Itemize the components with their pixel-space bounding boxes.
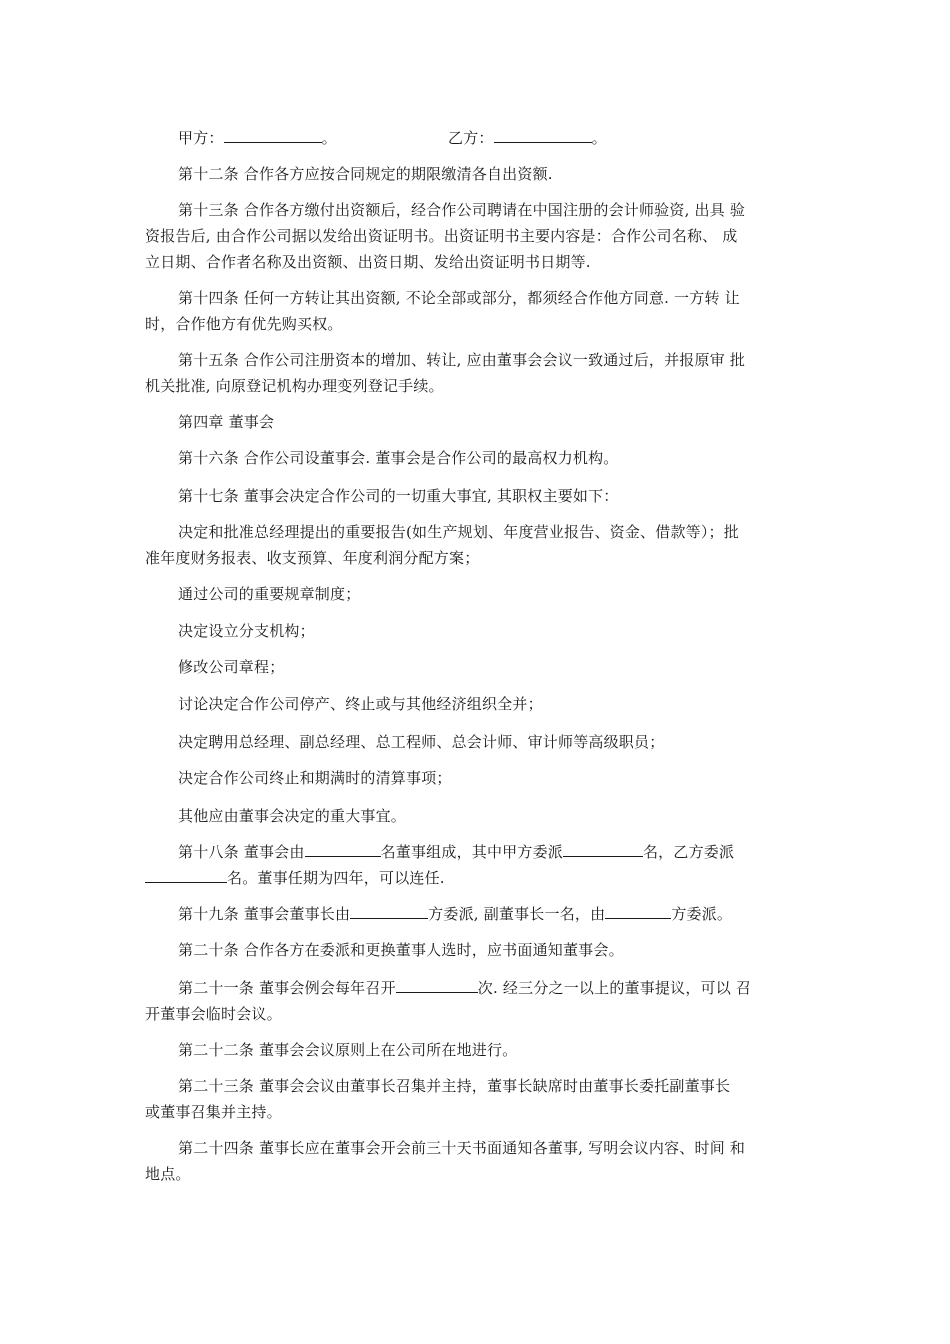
article-21-line-2: 开董事会临时会议。 xyxy=(145,1005,282,1023)
duty-item-1-line-1: 决定和批准总经理提出的重要报告(如生产规划、年度营业报告、资金、借款等）；批 xyxy=(178,523,739,541)
article-24-line-2: 地点。 xyxy=(145,1165,191,1183)
article-15-line-1: 第十五条 合作公司注册资本的增加、转让, 应由董事会会议一致通过后，并报原审 批 xyxy=(178,351,746,369)
article-14-line-2: 时，合作他方有优先购买权。 xyxy=(145,315,343,333)
article-12: 第十二条 合作各方应按合同规定的期限缴清各自出资额. xyxy=(178,165,553,183)
article-18-blank-party-b xyxy=(145,868,227,883)
article-19-blank-chair xyxy=(350,904,428,919)
duty-item-4: 修改公司章程； xyxy=(178,658,285,676)
duty-item-3: 决定设立分支机构； xyxy=(178,622,315,640)
article-21-line-1 xyxy=(178,977,751,999)
article-18-text-a: 第十八条 董事会由 xyxy=(178,843,305,861)
article-22: 第二十二条 董事会会议原则上在公司所在地进行。 xyxy=(178,1041,518,1059)
article-21-text-b: 次. 经三分之一以上的董事提议，可以 召 xyxy=(477,979,752,997)
article-24-line-1: 第二十四条 董事长应在董事会开会前三十天书面通知各董事, 写明会议内容、时间 和 xyxy=(178,1139,746,1157)
article-19-text-b: 方委派, 副董事长一名，由 xyxy=(428,905,606,923)
duty-item-2: 通过公司的重要规章制度； xyxy=(178,585,361,603)
article-23-line-2: 或董事召集并主持。 xyxy=(145,1103,282,1121)
article-18-text-b: 名董事组成，其中甲方委派 xyxy=(380,843,563,861)
article-16: 第十六条 合作公司设董事会. 董事会是合作公司的最高权力机构。 xyxy=(178,449,619,467)
article-18-blank-party-a xyxy=(563,842,643,857)
article-18-blank-total xyxy=(305,842,381,857)
party-b-blank xyxy=(494,128,592,143)
chapter-4-heading: 第四章 董事会 xyxy=(178,413,275,431)
article-17: 第十七条 董事会决定合作公司的一切重大事宜, 其职权主要如下： xyxy=(178,487,619,505)
article-13-line-3: 立日期、合作者名称及出资额、出资日期、发给出资证明书日期等. xyxy=(145,253,591,271)
article-19-text-a: 第十九条 董事会董事长由 xyxy=(178,905,351,923)
article-18-line-1 xyxy=(178,841,734,863)
article-18-line-2 xyxy=(145,867,445,889)
article-13-line-1: 第十三条 合作各方缴付出资额后，经合作公司聘请在中国注册的会计师验资, 出具 验 xyxy=(178,201,746,219)
signature-line-b xyxy=(448,127,607,149)
article-15-line-2: 机关批准, 向原登记机构办理变列登记手续。 xyxy=(145,377,444,395)
party-a-end: 。 xyxy=(321,129,337,147)
article-21-text-a: 第二十一条 董事会例会每年召开 xyxy=(178,979,396,997)
party-b-label: 乙方： xyxy=(448,129,494,147)
party-a-blank xyxy=(224,128,322,143)
article-13-line-2: 资报告后, 由合作公司据以发给出资证明书。出资证明书主要内容是：合作公司名称、 成 xyxy=(145,227,738,245)
party-a-label: 甲方： xyxy=(178,129,224,147)
article-23-line-1: 第二十三条 董事会会议由董事长召集并主持，董事长缺席时由董事长委托副董事长 xyxy=(178,1077,731,1095)
article-18-text-d: 名。董事任期为四年，可以连任. xyxy=(227,869,445,887)
article-21-blank-times xyxy=(396,978,478,993)
article-19-text-c: 方委派。 xyxy=(671,905,733,923)
article-18-text-c: 名，乙方委派 xyxy=(642,843,735,861)
article-19-blank-vice xyxy=(605,904,671,919)
duty-item-7: 决定合作公司终止和期满时的清算事项； xyxy=(178,769,452,787)
signature-line xyxy=(178,127,337,149)
article-19 xyxy=(178,903,732,925)
party-b-end: 。 xyxy=(591,129,607,147)
article-20: 第二十条 合作各方在委派和更换董事人选时，应书面通知董事会。 xyxy=(178,941,624,959)
duty-item-6: 决定聘用总经理、副总经理、总工程师、总会计师、审计师等高级职员； xyxy=(178,733,665,751)
duty-item-8: 其他应由董事会决定的重大事宜。 xyxy=(178,807,407,825)
duty-item-1-line-2: 准年度财务报表、收支预算、年度利润分配方案； xyxy=(145,549,480,567)
article-14-line-1: 第十四条 任何一方转让其出资额, 不论全部或部分，都须经合作他方同意. 一方转 让 xyxy=(178,289,740,307)
duty-item-5: 讨论决定合作公司停产、终止或与其他经济组织全并； xyxy=(178,695,543,713)
